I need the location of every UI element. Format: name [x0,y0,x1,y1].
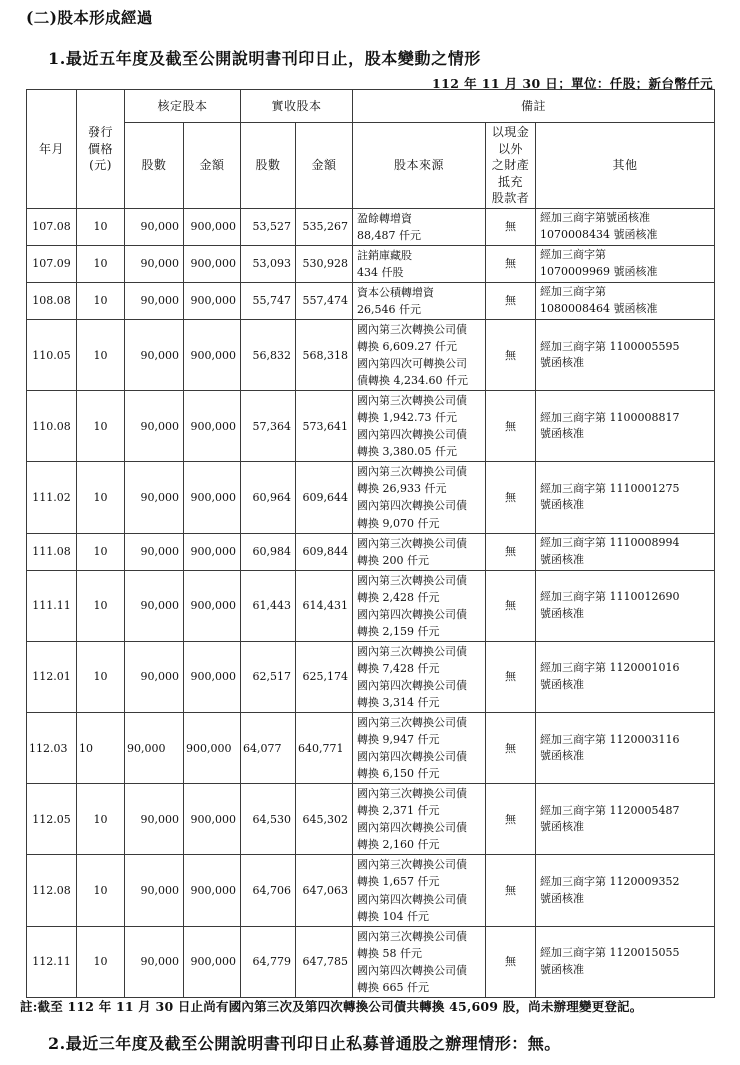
other-line: 經加三商字第 1120001016 [540,661,680,675]
cell-capital-source [353,641,486,712]
cell-issue-price: 10 [77,784,125,855]
other-line: 經加三商字第 1120003116 [540,732,680,746]
capital-source-line: 國內第四次轉換公司債 [357,963,468,977]
table-row [27,784,715,855]
table-units-line: 112 年 11 月 30 日；單位：仟股；新台幣仟元 [432,76,713,91]
cell-non-cash-assets: 無 [486,320,536,391]
other-line: 號函核准 [540,606,585,620]
cell-year-month: 110.05 [27,320,77,391]
cell-capital-source [353,570,486,641]
cell-paid-amount: 614,431 [296,570,353,641]
capital-source-line: 轉換 7,428 仟元 [357,661,440,675]
cell-authorized-shares: 90,000 [125,462,184,533]
cell-year-month: 112.01 [27,641,77,712]
cell-authorized-amount: 900,000 [184,641,241,712]
cell-year-month: 112.05 [27,784,77,855]
other-line: 經加三商字第 1100008817 [540,410,680,424]
capital-source-line: 轉換 2,160 仟元 [357,838,440,852]
other-line: 號函核准 [540,427,585,441]
other-line: 經加三商字第 1120005487 [540,803,680,817]
cell-paid-shares: 62,517 [241,641,296,712]
cell-non-cash-assets: 無 [486,208,536,245]
cell-capital-source [353,784,486,855]
cell-paid-amount: 530,928 [296,245,353,282]
other-line: 1070009969 號函核准 [540,264,658,278]
capital-source-line: 國內第三次轉換公司債 [357,536,468,550]
cell-authorized-amount: 900,000 [184,391,241,462]
section-heading: (二)股本形成經過 [26,8,153,27]
table-row [27,282,715,319]
header-paid-in-capital: 實收股本 [241,90,353,123]
header-other: 其他 [536,123,715,209]
capital-source-line: 轉換 2,428 仟元 [357,590,440,604]
capital-source-line: 註銷庫藏股 [357,248,413,262]
cell-other [536,570,715,641]
cell-paid-shares: 64,530 [241,784,296,855]
header-authorized-amount: 金額 [184,123,241,209]
cell-issue-price: 10 [77,462,125,533]
cell-non-cash-assets: 無 [486,926,536,997]
header-non-cash-line2: 之財產抵充 [491,158,530,189]
subsection-heading: 1.最近五年度及截至公開說明書刊印日止，股本變動之情形 [48,49,481,68]
capital-source-line: 國內第三次轉換公司債 [357,716,468,730]
cell-paid-amount: 568,318 [296,320,353,391]
cell-authorized-amount: 900,000 [184,245,241,282]
other-line: 經加三商字第 1110008994 [540,536,680,550]
capital-source-line: 轉換 58 仟元 [357,946,423,960]
cell-authorized-shares: 90,000 [125,282,184,319]
cell-authorized-shares: 90,000 [125,391,184,462]
other-line: 經加三商字第號函核准 [540,211,651,225]
cell-issue-price: 10 [77,570,125,641]
cell-paid-shares: 55,747 [241,282,296,319]
cell-authorized-amount: 900,000 [184,462,241,533]
header-issue-price-line2: 價格 [87,141,113,156]
capital-source-line: 轉換 1,942.73 仟元 [357,411,458,425]
capital-source-line: 88,487 仟元 [357,228,422,242]
cell-non-cash-assets: 無 [486,462,536,533]
capital-source-line: 國內第三次轉換公司債 [357,787,468,801]
table-row [27,533,715,570]
table-row [27,462,715,533]
other-line: 1080008464 號函核准 [540,301,658,315]
table-row [27,926,715,997]
cell-capital-source [353,462,486,533]
cell-authorized-shares: 90,000 [125,926,184,997]
cell-paid-shares: 64,779 [241,926,296,997]
header-paid-amount: 金額 [296,123,353,209]
other-line: 號函核准 [540,356,585,370]
capital-source-line: 轉換 1,657 仟元 [357,875,440,889]
cell-paid-amount: 640,771 [296,713,353,784]
cell-authorized-shares: 90,000 [125,641,184,712]
cell-paid-shares: 60,984 [241,533,296,570]
cell-authorized-amount: 900,000 [184,713,241,784]
table-row [27,570,715,641]
header-non-cash-line3: 股款者 [491,191,530,206]
other-line: 經加三商字第 [540,285,607,299]
cell-issue-price: 10 [77,533,125,570]
cell-other [536,320,715,391]
cell-issue-price: 10 [77,320,125,391]
cell-capital-source [353,320,486,391]
cell-other [536,462,715,533]
header-authorized-shares: 股數 [125,123,184,209]
cell-paid-amount: 573,641 [296,391,353,462]
cell-authorized-shares: 90,000 [125,570,184,641]
cell-paid-shares: 56,832 [241,320,296,391]
cell-authorized-amount: 900,000 [184,533,241,570]
cell-capital-source [353,533,486,570]
capital-source-line: 國內第三次轉換公司債 [357,573,468,587]
cell-year-month: 108.08 [27,282,77,319]
other-line: 號函核准 [540,891,585,905]
cell-capital-source [353,208,486,245]
capital-source-line: 債轉換 4,234.60 仟元 [357,374,469,388]
cell-capital-source [353,245,486,282]
capital-source-line: 轉換 104 仟元 [357,909,430,923]
cell-authorized-amount: 900,000 [184,282,241,319]
cell-other [536,784,715,855]
capital-source-line: 國內第四次轉換公司債 [357,678,468,692]
capital-source-line: 國內第三次轉換公司債 [357,858,468,872]
cell-paid-shares: 53,093 [241,245,296,282]
header-paid-shares: 股數 [241,123,296,209]
cell-non-cash-assets: 無 [486,245,536,282]
capital-source-line: 國內第四次轉換公司債 [357,428,468,442]
cell-authorized-shares: 90,000 [125,208,184,245]
cell-issue-price: 10 [77,245,125,282]
cell-non-cash-assets: 無 [486,282,536,319]
capital-source-line: 26,546 仟元 [357,302,422,316]
cell-year-month: 110.08 [27,391,77,462]
capital-source-line: 資本公積轉增資 [357,285,435,299]
cell-other [536,391,715,462]
table-header-row-2 [27,123,715,209]
table-body [27,208,715,997]
other-line: 經加三商字第 1120015055 [540,946,680,960]
cell-authorized-shares: 90,000 [125,855,184,926]
cell-year-month: 111.11 [27,570,77,641]
table-row [27,245,715,282]
cell-issue-price: 10 [77,855,125,926]
capital-source-line: 國內第四次轉換公司債 [357,499,468,513]
header-capital-source: 股本來源 [353,123,486,209]
capital-source-line: 轉換 9,947 仟元 [357,733,440,747]
table-row [27,391,715,462]
cell-year-month: 111.08 [27,533,77,570]
cell-paid-shares: 64,706 [241,855,296,926]
header-authorized-capital: 核定股本 [125,90,241,123]
cell-authorized-amount: 900,000 [184,926,241,997]
capital-source-line: 國內第三次轉換公司債 [357,644,468,658]
cell-authorized-shares: 90,000 [125,533,184,570]
capital-source-line: 轉換 2,159 仟元 [357,624,440,638]
cell-paid-amount: 609,844 [296,533,353,570]
cell-paid-shares: 53,527 [241,208,296,245]
capital-source-line: 盈餘轉增資 [357,211,413,225]
capital-source-line: 國內第三次轉換公司債 [357,465,468,479]
closing-statement: 2.最近三年度及截至公開說明書刊印日止私募普通股之辦理情形：無。 [48,1034,561,1053]
cell-non-cash-assets: 無 [486,641,536,712]
capital-source-line: 轉換 3,314 仟元 [357,696,440,709]
capital-changes-table [26,89,715,998]
cell-issue-price: 10 [77,391,125,462]
other-line: 經加三商字第 1110001275 [540,481,680,495]
other-line: 號函核准 [540,820,585,834]
capital-source-line: 轉換 6,150 仟元 [357,767,440,781]
cell-authorized-shares: 90,000 [125,784,184,855]
cell-authorized-amount: 900,000 [184,320,241,391]
table-row [27,320,715,391]
other-line: 1070008434 號函核准 [540,227,658,241]
cell-non-cash-assets: 無 [486,391,536,462]
other-line: 號函核准 [540,498,585,512]
other-line: 號函核准 [540,677,585,691]
other-line: 經加三商字第 1110012690 [540,590,680,604]
cell-capital-source [353,855,486,926]
cell-paid-amount: 535,267 [296,208,353,245]
cell-other [536,641,715,712]
cell-other [536,208,715,245]
header-issue-price [77,90,125,209]
cell-non-cash-assets: 無 [486,570,536,641]
table-row [27,208,715,245]
cell-issue-price: 10 [77,641,125,712]
other-line: 號函核准 [540,962,585,976]
other-line: 號函核准 [540,552,585,566]
cell-paid-amount: 645,302 [296,784,353,855]
table-header [27,90,715,209]
cell-paid-amount: 609,644 [296,462,353,533]
capital-source-line: 國內第四次轉換公司債 [357,821,468,835]
cell-issue-price: 10 [77,208,125,245]
capital-source-line: 轉換 26,933 仟元 [357,482,447,496]
table-row [27,713,715,784]
cell-non-cash-assets: 無 [486,784,536,855]
cell-year-month: 107.09 [27,245,77,282]
other-line: 經加三商字第 [540,248,607,262]
cell-other [536,533,715,570]
header-non-cash-line1: 以現金以外 [491,125,530,156]
header-remarks: 備註 [353,90,715,123]
cell-paid-shares: 57,364 [241,391,296,462]
cell-paid-shares: 61,443 [241,570,296,641]
cell-other [536,245,715,282]
cell-authorized-amount: 900,000 [184,208,241,245]
cell-issue-price: 10 [77,713,125,784]
cell-year-month: 107.08 [27,208,77,245]
cell-issue-price: 10 [77,282,125,319]
capital-source-line: 國內第三次轉換公司債 [357,394,468,408]
cell-capital-source [353,391,486,462]
capital-source-line: 國內第四次轉換公司債 [357,892,468,906]
capital-source-line: 轉換 2,371 仟元 [357,804,440,818]
cell-paid-amount: 647,785 [296,926,353,997]
cell-non-cash-assets: 無 [486,855,536,926]
capital-source-line: 國內第四次轉換公司債 [357,607,468,621]
capital-source-line: 434 仟股 [357,265,404,279]
cell-authorized-amount: 900,000 [184,570,241,641]
cell-other [536,713,715,784]
capital-source-line: 國內第三次轉換公司債 [357,929,468,943]
header-year-month-label: 年月 [38,141,64,156]
cell-capital-source [353,926,486,997]
cell-other [536,926,715,997]
cell-other [536,855,715,926]
table-footnote: 註:截至 112 年 11 月 30 日止尚有國內第三次及第四次轉換公司債共轉換 45,609 股，尚未辦理變更登記。 [20,999,643,1014]
other-line: 號函核准 [540,749,585,763]
cell-paid-shares: 64,077 [241,713,296,784]
cell-year-month: 112.08 [27,855,77,926]
cell-authorized-amount: 900,000 [184,784,241,855]
cell-authorized-shares: 90,000 [125,713,184,784]
header-non-cash-assets [486,123,536,209]
cell-capital-source [353,713,486,784]
cell-non-cash-assets: 無 [486,533,536,570]
capital-source-line: 轉換 3,380.05 仟元 [357,445,458,459]
cell-year-month: 112.11 [27,926,77,997]
capital-source-line: 轉換 9,070 仟元 [357,516,440,530]
cell-authorized-amount: 900,000 [184,855,241,926]
other-line: 經加三商字第 1120009352 [540,875,680,889]
cell-year-month: 112.03 [27,713,77,784]
capital-source-line: 轉換 665 仟元 [357,980,430,994]
cell-paid-amount: 647,063 [296,855,353,926]
cell-issue-price: 10 [77,926,125,997]
cell-authorized-shares: 90,000 [125,245,184,282]
capital-source-line: 轉換 6,609.27 仟元 [357,340,458,354]
capital-source-line: 國內第四次轉換公司債 [357,750,468,764]
cell-non-cash-assets: 無 [486,713,536,784]
cell-paid-shares: 60,964 [241,462,296,533]
capital-source-line: 轉換 200 仟元 [357,553,430,567]
header-issue-price-line1: 發行 [87,125,113,140]
cell-authorized-shares: 90,000 [125,320,184,391]
cell-paid-amount: 625,174 [296,641,353,712]
cell-other [536,282,715,319]
header-issue-price-line3: (元) [89,158,112,173]
table-header-row-1 [27,90,715,123]
capital-source-line: 國內第四次可轉換公司 [357,357,468,371]
cell-year-month: 111.02 [27,462,77,533]
cell-capital-source [353,282,486,319]
cell-paid-amount: 557,474 [296,282,353,319]
capital-source-line: 國內第三次轉換公司債 [357,323,468,337]
header-year-month [27,90,77,209]
table-row [27,641,715,712]
table-row [27,855,715,926]
other-line: 經加三商字第 1100005595 [540,339,680,353]
